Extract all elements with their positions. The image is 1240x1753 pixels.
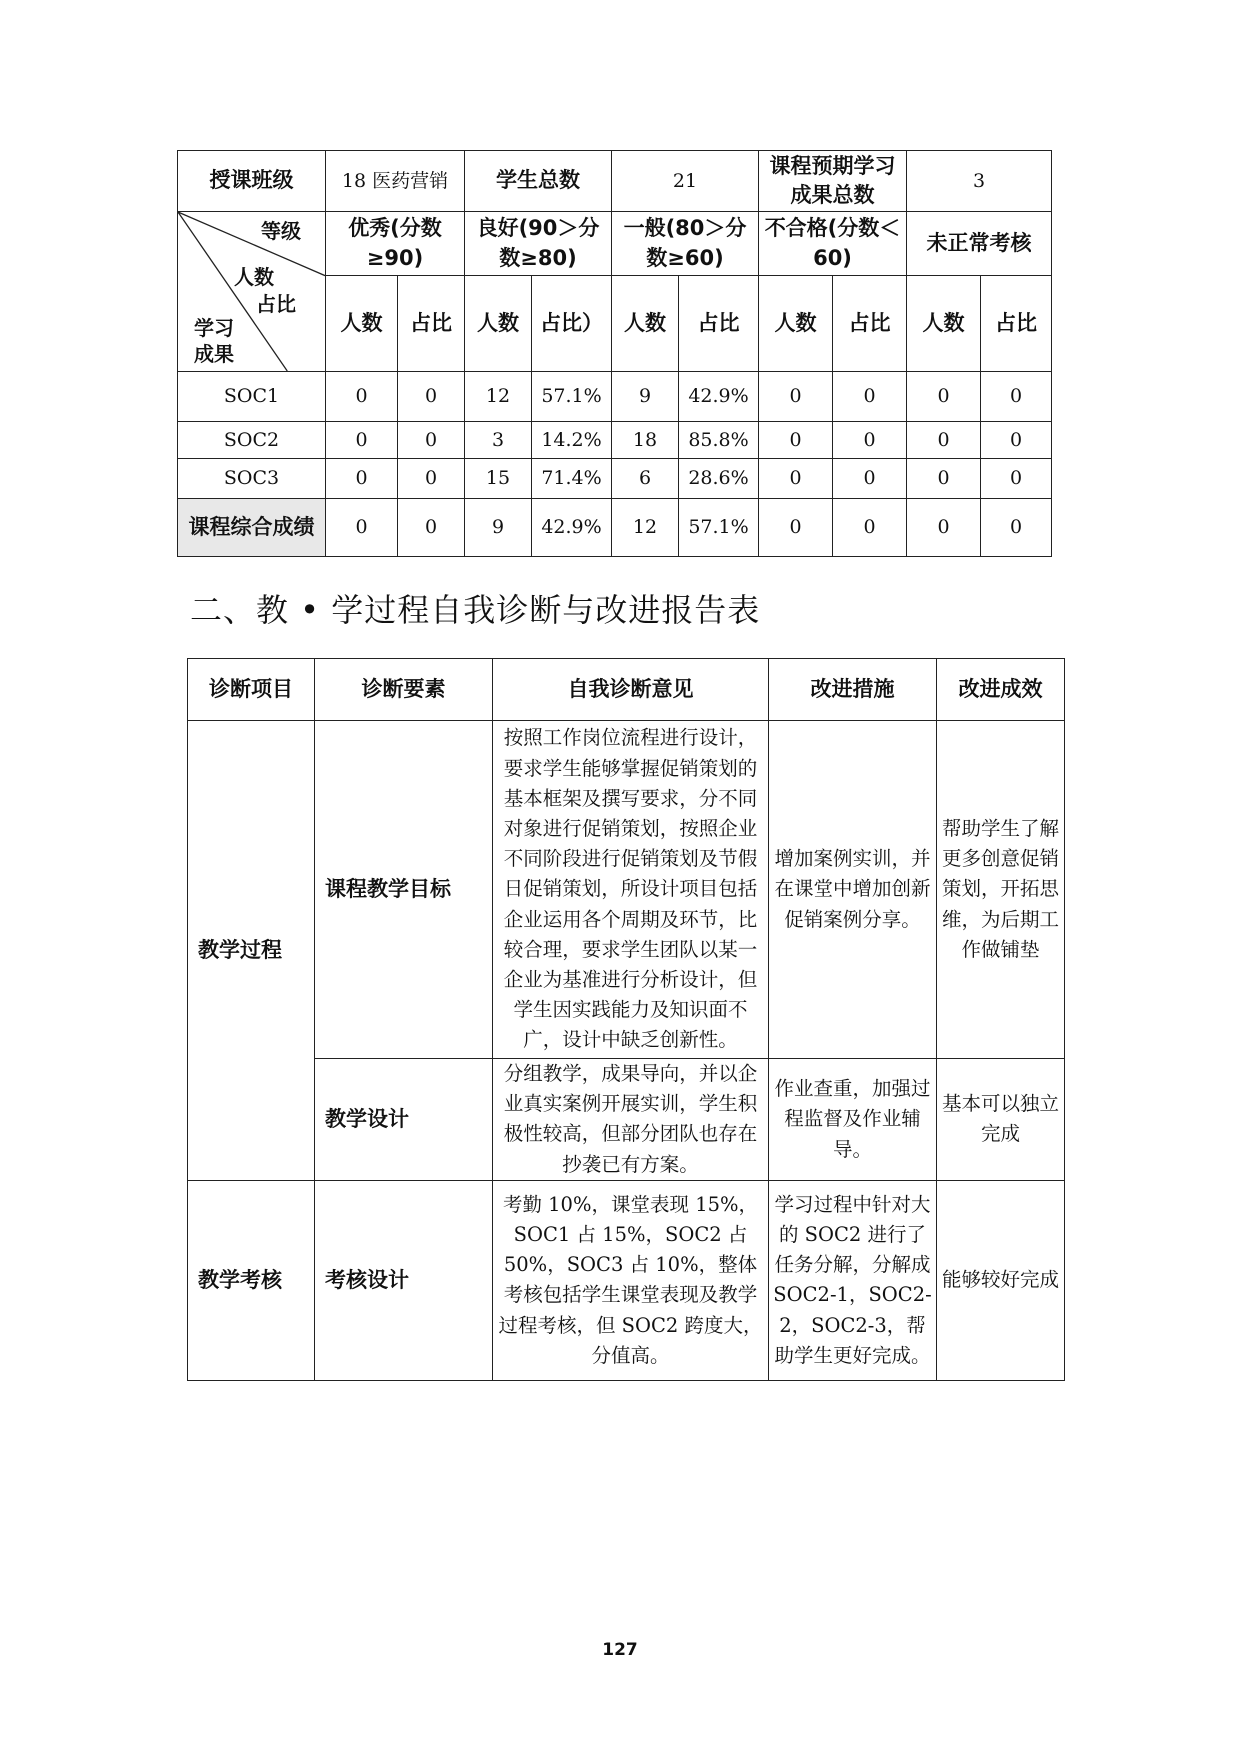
cell: 0 xyxy=(326,422,398,459)
corner-grade-label: 等级 xyxy=(261,219,301,243)
grade-excellent: 优秀(分数≥90) xyxy=(326,212,465,276)
corner-ratio-label: 占比 xyxy=(256,292,296,316)
diagnosis-opinion: 按照工作岗位流程进行设计，要求学生能够掌握促销策划的基本框架及撰写要求，分不同对象进行促销策划，按照企业不同阶段进行促销策划及节假日促销策划，所设计项目包括企业运用各个周期及环节，比较合理，要求学生团队以某一企业为基准进行分析设计，但学生因实践能力及知识面不广，设计中缺乏创新性。 xyxy=(493,721,769,1059)
cell: 28.6% xyxy=(679,459,759,499)
sub-header: 人数 xyxy=(326,276,398,372)
improvement-measure: 增加案例实训，并在课堂中增加创新促销案例分享。 xyxy=(769,721,937,1059)
cell: 3 xyxy=(465,422,532,459)
table-row xyxy=(178,459,1052,499)
sub-header: 占比 xyxy=(679,276,759,372)
grade-fail: 不合格(分数＜60) xyxy=(759,212,907,276)
cell: 0 xyxy=(907,422,981,459)
table-row xyxy=(178,422,1052,459)
cell: 0 xyxy=(907,372,981,422)
cell: 18 xyxy=(612,422,679,459)
outcomes-total-label: 课程预期学习成果总数 xyxy=(759,151,907,212)
total-students-value: 21 xyxy=(612,151,759,212)
cell: 0 xyxy=(981,422,1052,459)
cell: 6 xyxy=(612,459,679,499)
cell: 9 xyxy=(612,372,679,422)
diagnosis-opinion: 考勤 10%，课堂表现 15%，SOC1 占 15%，SOC2 占 50%，SOC3 占 10%，整体考核包括学生课堂表现及教学过程考核，但 SOC2 跨度大，分值高。 xyxy=(493,1180,769,1380)
diagonal-header-cell xyxy=(178,212,326,372)
row-label: 课程综合成绩 xyxy=(178,499,326,557)
diagnosis-opinion: 分组教学，成果导向，并以企业真实案例开展实训，学生积极性较高，但部分团队也存在抄袭已有方案。 xyxy=(493,1059,769,1181)
sub-header: 人数 xyxy=(465,276,532,372)
corner-count-label: 人数 xyxy=(234,265,274,289)
sub-header: 占比 xyxy=(398,276,465,372)
diagnosis-element: 教学设计 xyxy=(315,1059,493,1181)
class-value: 18 医药营销 xyxy=(326,151,465,212)
cell: 0 xyxy=(759,499,833,557)
improvement-measure: 作业查重，加强过程监督及作业辅导。 xyxy=(769,1059,937,1181)
cell: 0 xyxy=(326,459,398,499)
cell: 0 xyxy=(759,459,833,499)
diagnosis-item: 教学考核 xyxy=(188,1180,315,1380)
grade-absent: 未正常考核 xyxy=(907,212,1052,276)
cell: 0 xyxy=(398,459,465,499)
cell: 85.8% xyxy=(679,422,759,459)
cell: 0 xyxy=(981,499,1052,557)
cell: 0 xyxy=(398,499,465,557)
grade-good: 良好(90＞分数≥80) xyxy=(465,212,612,276)
improvement-effect: 能够较好完成 xyxy=(937,1180,1065,1380)
cell: 9 xyxy=(465,499,532,557)
improvement-measure: 学习过程中针对大的 SOC2 进行了任务分解，分解成 SOC2-1，SOC2-2，SOC2-3，帮助学生更好完成。 xyxy=(769,1180,937,1380)
cell: 0 xyxy=(907,459,981,499)
header-item: 诊断项目 xyxy=(188,659,315,721)
cell: 14.2% xyxy=(532,422,612,459)
cell: 0 xyxy=(981,372,1052,422)
header-element: 诊断要素 xyxy=(315,659,493,721)
sub-header: 占比 xyxy=(833,276,907,372)
cell: 42.9% xyxy=(532,499,612,557)
cell: 0 xyxy=(833,422,907,459)
cell: 0 xyxy=(981,459,1052,499)
diagnosis-item: 教学过程 xyxy=(188,721,315,1181)
page-number: 127 xyxy=(602,1640,638,1660)
sub-header: 人数 xyxy=(759,276,833,372)
table-row xyxy=(188,1180,1065,1380)
row-label: SOC1 xyxy=(178,372,326,422)
sub-header: 占比） xyxy=(532,276,612,372)
cell: 0 xyxy=(326,499,398,557)
grade-average: 一般(80＞分数≥60) xyxy=(612,212,759,276)
cell: 0 xyxy=(398,372,465,422)
improvement-effect: 帮助学生了解更多创意促销策划，开拓思维，为后期工作做铺垫 xyxy=(937,721,1065,1059)
cell: 0 xyxy=(759,372,833,422)
header-opinion: 自我诊断意见 xyxy=(493,659,769,721)
cell: 15 xyxy=(465,459,532,499)
outcomes-total-value: 3 xyxy=(907,151,1052,212)
cell: 71.4% xyxy=(532,459,612,499)
cell: 12 xyxy=(612,499,679,557)
diagnosis-report-table xyxy=(187,658,1065,1381)
sub-header: 占比 xyxy=(981,276,1052,372)
diagnosis-element: 考核设计 xyxy=(315,1180,493,1380)
cell: 0 xyxy=(833,459,907,499)
sub-header: 人数 xyxy=(907,276,981,372)
cell: 0 xyxy=(326,372,398,422)
class-label: 授课班级 xyxy=(178,151,326,212)
total-students-label: 学生总数 xyxy=(465,151,612,212)
cell: 0 xyxy=(907,499,981,557)
cell: 12 xyxy=(465,372,532,422)
table-row xyxy=(178,372,1052,422)
cell: 57.1% xyxy=(679,499,759,557)
sub-header: 人数 xyxy=(612,276,679,372)
cell: 42.9% xyxy=(679,372,759,422)
section-title: 二、教 • 学过程自我诊断与改进报告表 xyxy=(190,591,761,629)
header-measure: 改进措施 xyxy=(769,659,937,721)
cell: 57.1% xyxy=(532,372,612,422)
header-effect: 改进成效 xyxy=(937,659,1065,721)
row-label: SOC3 xyxy=(178,459,326,499)
row-label: SOC2 xyxy=(178,422,326,459)
table-row xyxy=(178,499,1052,557)
table-row xyxy=(188,1059,1065,1181)
cell: 0 xyxy=(833,499,907,557)
grade-distribution-table xyxy=(177,150,1052,557)
cell: 0 xyxy=(833,372,907,422)
corner-outcome-label: 学习成果 xyxy=(194,316,234,366)
diagnosis-element: 课程教学目标 xyxy=(315,721,493,1059)
cell: 0 xyxy=(398,422,465,459)
cell: 0 xyxy=(759,422,833,459)
improvement-effect: 基本可以独立完成 xyxy=(937,1059,1065,1181)
table-row xyxy=(188,721,1065,1059)
